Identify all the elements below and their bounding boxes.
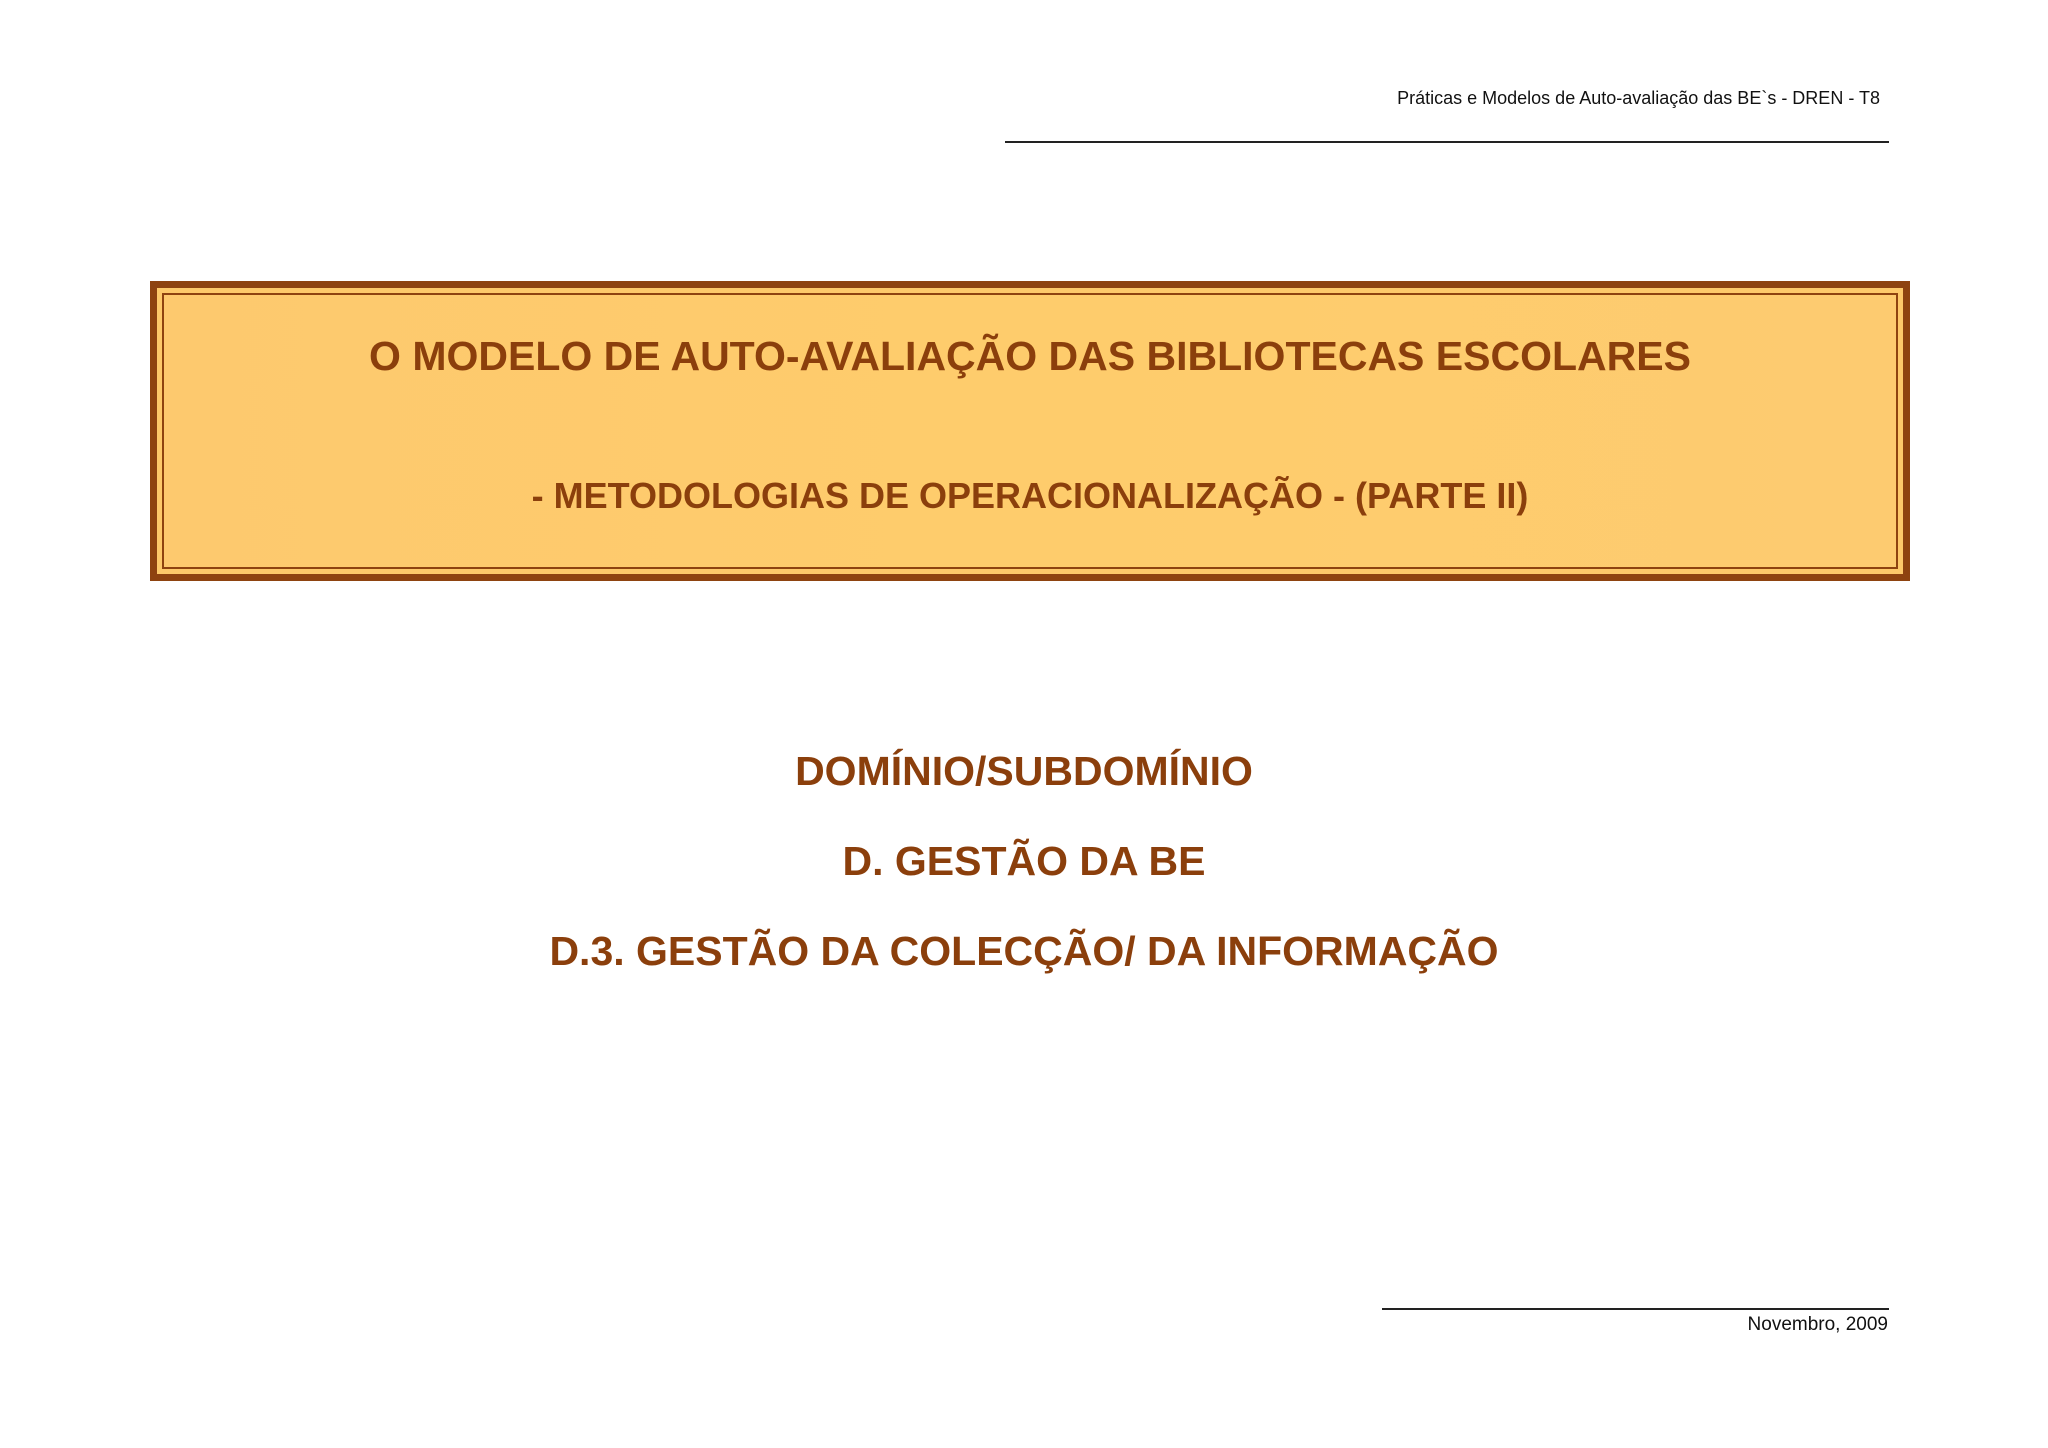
domain-subdomain-label: DOMÍNIO/SUBDOMÍNIO [795, 748, 1253, 794]
footer-date: Novembro, 2009 [1747, 1314, 1888, 1335]
footer-rule [1382, 1308, 1889, 1310]
header-rule [1005, 141, 1889, 143]
domain-heading: D. GESTÃO DA BE [842, 838, 1206, 884]
title-box [150, 281, 1910, 581]
running-header-title: Práticas e Modelos de Auto-avaliação das BE`s - DREN - T8 [1397, 88, 1880, 108]
subdomain-heading: D.3. GESTÃO DA COLECÇÃO/ DA INFORMAÇÃO [549, 928, 1499, 974]
document-title: O MODELO DE AUTO-AVALIAÇÃO DAS BIBLIOTECAS ESCOLARES [369, 333, 1691, 379]
document-subtitle: - METODOLOGIAS DE OPERACIONALIZAÇÃO - (PARTE II) [531, 475, 1529, 516]
title-box-inner-frame [162, 293, 1898, 569]
